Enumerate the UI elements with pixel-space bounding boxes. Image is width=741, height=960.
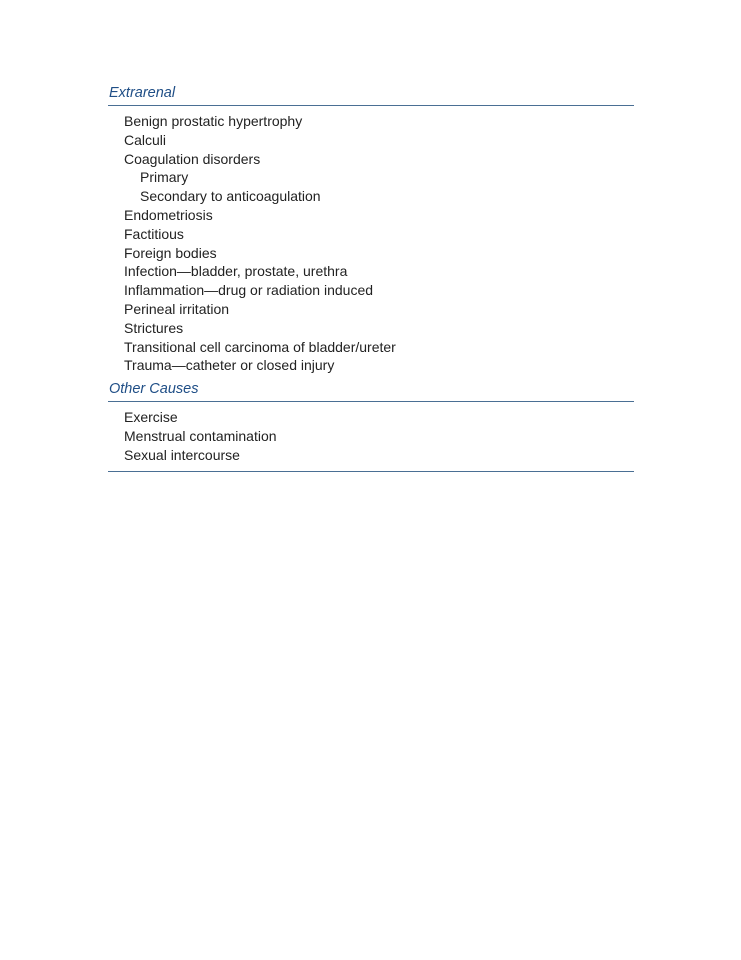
section-list <box>108 106 634 380</box>
section-extrarenal <box>108 84 634 380</box>
list-item: Exercise <box>124 409 178 426</box>
list-item: Endometriosis <box>124 206 213 223</box>
list-item: Infection—bladder, prostate, urethra <box>124 263 348 280</box>
list-item: Transitional cell carcinoma of bladder/ureter <box>124 338 396 355</box>
list-item: Factitious <box>124 225 184 242</box>
section-list <box>108 402 634 470</box>
list-item: Benign prostatic hypertrophy <box>124 113 303 129</box>
causes-table <box>108 84 634 472</box>
list-item: Strictures <box>124 319 184 336</box>
list-item: Trauma—catheter or closed injury <box>124 357 335 374</box>
section-other-causes <box>108 380 634 470</box>
list-item: Foreign bodies <box>124 244 217 261</box>
list-item: Coagulation disorders <box>124 150 261 167</box>
list-item: Perineal irritation <box>124 300 230 317</box>
section-heading: Other Causes <box>108 380 634 402</box>
list-item: Menstrual contamination <box>124 427 277 444</box>
section-heading: Extrarenal <box>108 84 634 106</box>
list-subitem: Primary <box>140 169 189 186</box>
table-bottom-rule <box>108 471 634 472</box>
list-item: Sexual intercourse <box>124 446 240 463</box>
list-item: Inflammation—drug or radiation induced <box>124 282 374 299</box>
list-subitem: Secondary to anticoagulation <box>140 188 321 205</box>
list-item: Calculi <box>124 131 167 148</box>
